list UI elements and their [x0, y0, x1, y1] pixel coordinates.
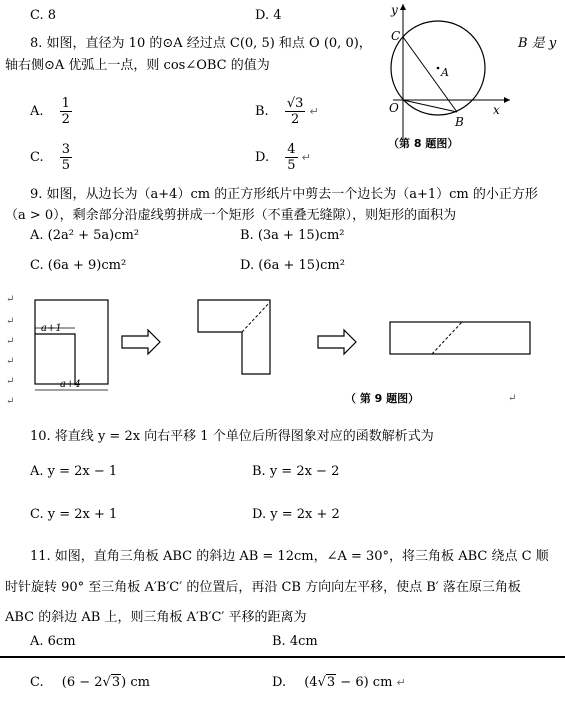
l-shape-cut: [242, 302, 270, 332]
q11-option-c-post: ) cm: [121, 675, 150, 690]
small-square-edge: [35, 334, 75, 384]
q11-stem-line2: 时针旋转 90° 至三角板 A′B′C′ 的位置后，再沿 CB 方向向左平移，使点 B′ 落在原三角板: [5, 580, 521, 595]
q11-option-c-pre: (6 − 2: [61, 675, 103, 690]
y-axis-arrow: [400, 4, 406, 10]
q8-option-d-fraction: [285, 142, 297, 173]
q11-stem-line3: ABC 的斜边 AB 上，则三角板 A′B′C′ 平移的距离为: [5, 610, 307, 625]
label-y: y: [391, 3, 398, 17]
sqrt-sign: √: [102, 675, 111, 690]
q10-option-a: A. y = 2x − 1: [30, 464, 118, 479]
paragraph-mark: ↵: [301, 151, 311, 164]
label-o: O: [389, 101, 399, 115]
sqrt-sign: √: [317, 675, 326, 690]
dim-label-a4: a+4: [60, 379, 81, 390]
q8-option-a-fraction: [60, 96, 72, 127]
q11-option-c-label: C.: [30, 675, 44, 690]
q9-option-a: A. (2a² + 5a)cm²: [30, 228, 140, 243]
q8-caption: （第 8 题图）: [388, 137, 459, 150]
q11-option-d-pre: (4: [304, 675, 318, 690]
svg-text:↵: ↵: [6, 376, 15, 387]
q8-option-c: [30, 142, 72, 173]
paragraph-mark: ↵: [396, 676, 406, 689]
dim-label-a1: a+1: [41, 323, 62, 334]
q8-option-a-num: 1: [61, 96, 70, 111]
big-square: [35, 300, 108, 384]
rectangle-cut: [432, 322, 462, 354]
q8-figure: [375, 0, 515, 140]
point-a: [437, 67, 440, 70]
q8-option-a-label: A.: [30, 104, 44, 119]
svg-text:↵: ↵: [6, 294, 15, 305]
q9-caption: （ 第 9 题图）: [345, 392, 420, 405]
label-x: x: [493, 103, 500, 117]
svg-text:↵: ↵: [6, 356, 15, 367]
q8-stem-line1: 8. 如图，直径为 10 的⊙A 经过点 C(0, 5) 和点 O (0, 0)，: [30, 36, 372, 51]
q10-option-b: B. y = 2x − 2: [252, 464, 340, 479]
paragraph-marks: [6, 294, 14, 406]
arrow-1: [122, 330, 160, 354]
q8-option-b-label: B.: [255, 104, 269, 119]
result-rectangle: [390, 322, 530, 354]
q8-option-d-label: D.: [255, 150, 270, 165]
q11-stem-line1: 11. 如图，直角三角板 ABC 的斜边 AB = 12cm，∠A = 30°，将三角板 ABC 绕点 C 顺: [30, 549, 549, 564]
q9-option-b: B. (3a + 15)cm²: [240, 228, 345, 243]
q8-option-d-den: 5: [287, 158, 296, 173]
q11-option-d: [272, 675, 406, 690]
q7-option-d: D. 4: [255, 8, 282, 23]
label-a: A: [441, 66, 449, 79]
q10-option-c: C. y = 2x + 1: [30, 507, 118, 522]
q9-stem-line2: （a > 0），剩余部分沿虚线剪拼成一个矩形（不重叠无缝隙），则矩形的面积为: [5, 208, 457, 223]
q8-option-c-fraction: [60, 142, 72, 173]
q8-stem-line2: 轴右侧⊙A 优弧上一点，则 cos∠OBC 的值为: [5, 58, 270, 73]
q10-stem: 10. 将直线 y = 2x 向右平移 1 个单位后所得图象对应的函数解析式为: [30, 429, 434, 444]
label-c: C: [391, 29, 401, 43]
svg-text:↵: ↵: [6, 396, 15, 406]
q11-option-c: [30, 675, 150, 690]
q8-option-c-label: C.: [30, 150, 44, 165]
svg-text:↵: ↵: [6, 316, 15, 327]
label-b: B: [455, 115, 464, 129]
q8-option-d-num: 4: [287, 142, 296, 157]
arrow-2: [318, 330, 356, 354]
l-shape: [198, 300, 270, 374]
q8-option-c-den: 5: [61, 158, 71, 173]
q8-option-b: [255, 96, 319, 127]
q11-option-c-radicand: 3: [111, 675, 121, 690]
q8-option-c-num: 3: [61, 142, 71, 157]
q9-figure: [0, 288, 565, 406]
q8-option-b-num: √3: [286, 96, 304, 111]
q9-option-d: D. (6a + 15)cm²: [240, 258, 345, 273]
q11-option-a: A. 6cm: [30, 634, 76, 649]
page-divider: [0, 656, 565, 658]
q8-option-a-den: 2: [61, 112, 70, 127]
q8-option-d: [255, 142, 311, 173]
paragraph-mark: ↵: [309, 105, 319, 118]
q11-option-b: B. 4cm: [272, 634, 318, 649]
q10-option-d: D. y = 2x + 2: [252, 507, 340, 522]
x-axis-arrow: [504, 97, 510, 103]
q8-stem-line1b: B 是 y: [518, 36, 557, 51]
q9-option-c: C. (6a + 9)cm²: [30, 258, 127, 273]
q11-option-d-radicand: 3: [326, 675, 336, 690]
q9-stem-line1: 9. 如图，从边长为（a+4）cm 的正方形纸片中剪去一个边长为（a+1）cm 的小正方形: [30, 187, 538, 202]
svg-text:↵: ↵: [6, 336, 15, 347]
watermark: ​: [180, 204, 220, 278]
q8-option-b-fraction: [285, 96, 306, 127]
q11-option-d-post: − 6) cm: [336, 675, 393, 690]
paragraph-mark: ↵: [508, 393, 517, 404]
q8-option-a: [30, 96, 72, 127]
q7-option-c: C. 8: [30, 8, 57, 23]
q8-option-b-den: 2: [290, 112, 300, 127]
q11-option-d-label: D.: [272, 675, 287, 690]
